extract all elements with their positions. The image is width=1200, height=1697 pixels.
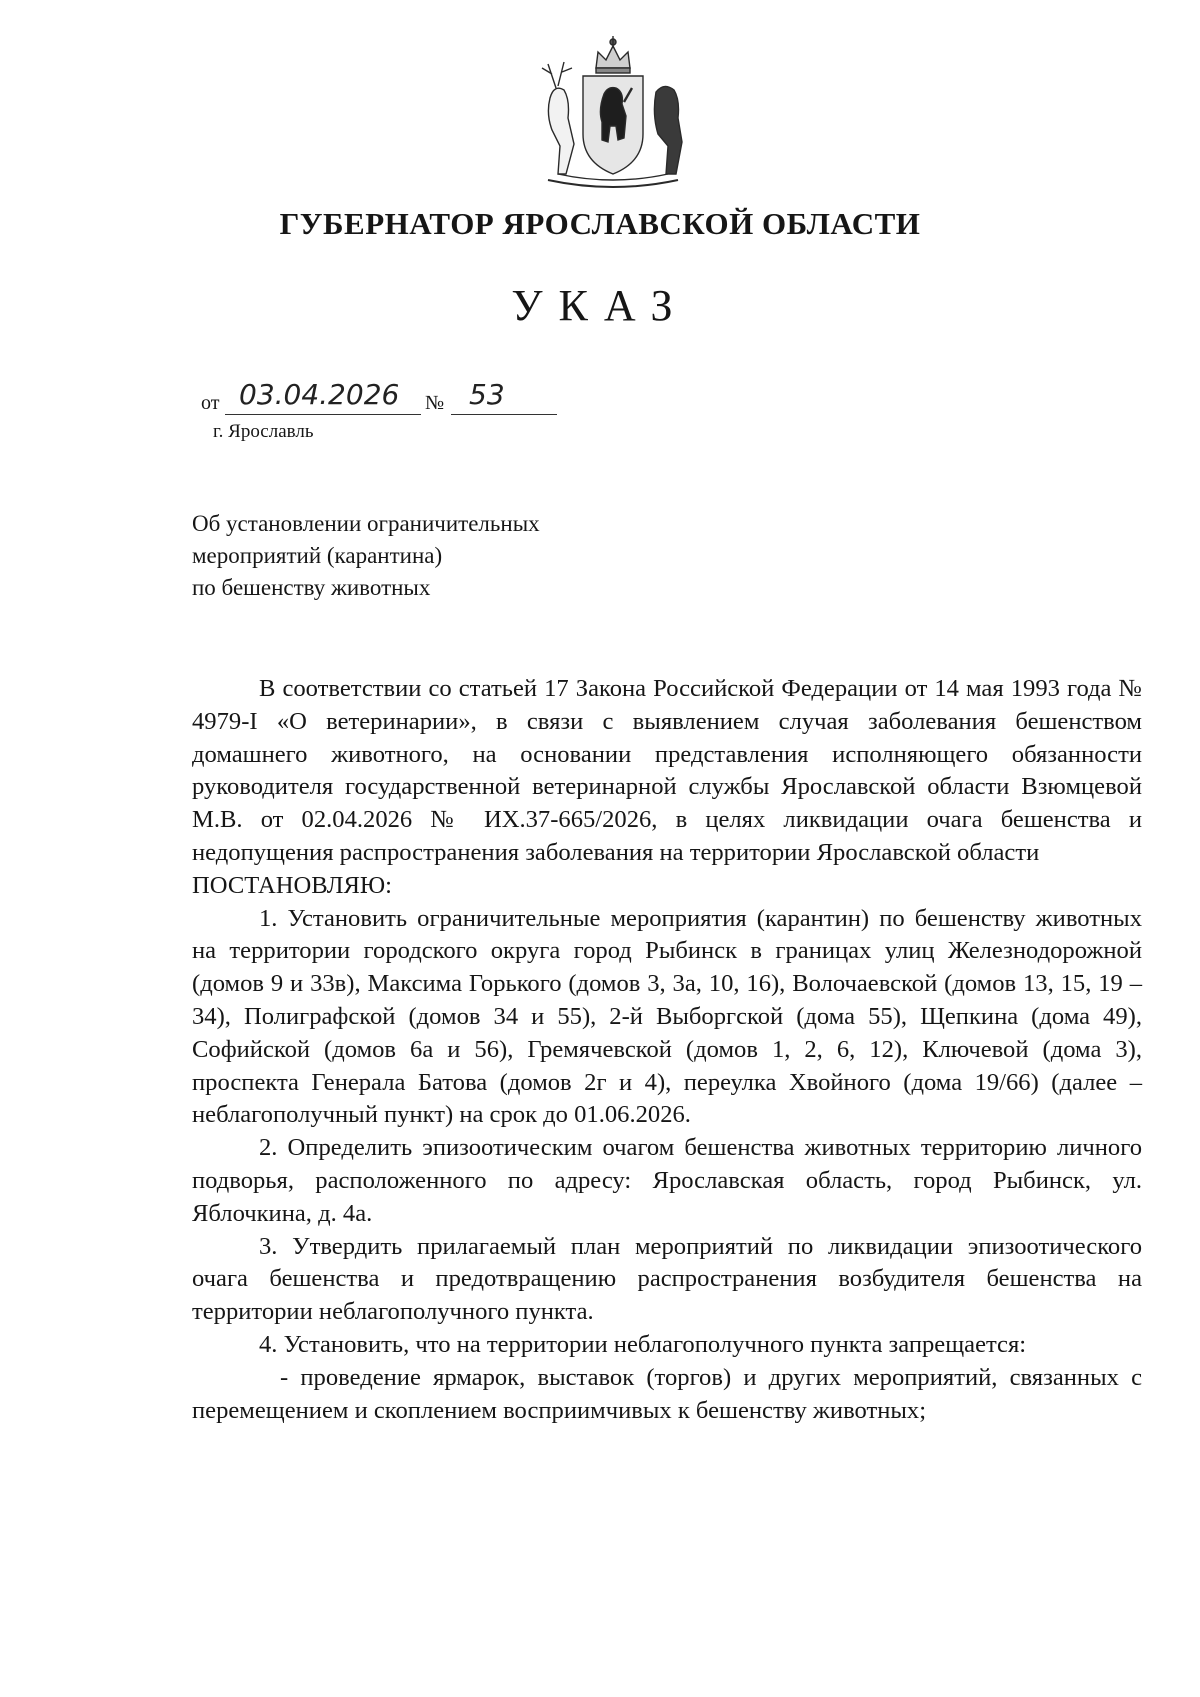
preamble-paragraph: В соответствии со статьей 17 Закона Российской Федерации от 14 мая 1993 года № 4979-I «О ветеринарии», в связи с выявлением случая заболевания бешенством домашнего животного, на основании представления исполняющего обязанности руководителя государственной ветеринарной службы Ярославской области Взюмцевой М.В. от 02.04.2026 № ИХ.37-665/2026, в целях ликвидации очага бешенства и недопущения распространения заболевания на территории Ярославской области: [192, 675, 1142, 866]
document-body: [192, 673, 1142, 1427]
document-type: УКАЗ: [511, 281, 689, 330]
subject-line: мероприятий (карантина): [192, 543, 443, 568]
decree-item-3: 3. Утвердить прилагаемый план мероприятий по ликвидации эпизоотического очага бешенства и предотвращению распространения возбудителя бешенства на территории неблагополучного пункта.: [192, 1232, 1142, 1326]
decree-item-4: 4. Установить, что на территории неблагополучного пункта запрещается:: [259, 1330, 1027, 1358]
date-underline: [225, 414, 421, 415]
decree-item-1: 1. Установить ограничительные мероприятия (карантин) по бешенству животных на территории городского округа город Рыбинск в границах улиц Железнодорожной (домов 9 и 33в), Максима Горького (домов 3, 3а, 10, 16), Волочаевской (домов 13, 15, 19 – 34), Полиграфской (домов 34 и 55), 2-й Выборгской (дома 55), Щепкина (дома 49), Софийской (домов 6а и 56), Гремячевской (домов 1, 2, 6, 12), Ключевой (дома 3), проспекта Генерала Батова (домов 2г и 4), переулка Хвойного (дома 19/66) (далее – неблагополучный пункт) на срок до 01.06.2026.: [192, 904, 1142, 1129]
subject-line: по бешенству животных: [192, 575, 431, 600]
issuer-title: ГУБЕРНАТОР ЯРОСЛАВСКОЙ ОБЛАСТИ: [279, 206, 921, 241]
coat-of-arms-emblem: [528, 34, 698, 194]
document-subject: [192, 508, 712, 604]
decree-item-2: 2. Определить эпизоотическим очагом бешенства животных территорию личного подворья, расположенного по адресу: Ярославская область, город Рыбинск, ул. Яблочкина, д. 4а.: [192, 1134, 1142, 1227]
yaroslavl-coat-of-arms-icon: [528, 34, 698, 194]
subject-line: Об установлении ограничительных: [192, 511, 540, 536]
decree-subitem: - проведение ярмарок, выставок (торгов) и других мероприятий, связанных с перемещением и скоплением восприимчивых к бешенству животных;: [192, 1363, 1142, 1424]
date-number-row: [201, 378, 561, 418]
number-handwritten: 53: [469, 378, 505, 411]
number-underline: [451, 414, 557, 415]
city: г. Ярославль: [213, 421, 314, 442]
number-prefix: №: [425, 392, 445, 414]
date-prefix: от: [201, 392, 220, 414]
decree-word: ПОСТАНОВЛЯЮ:: [192, 871, 392, 899]
date-handwritten: 03.04.2026: [239, 378, 400, 411]
